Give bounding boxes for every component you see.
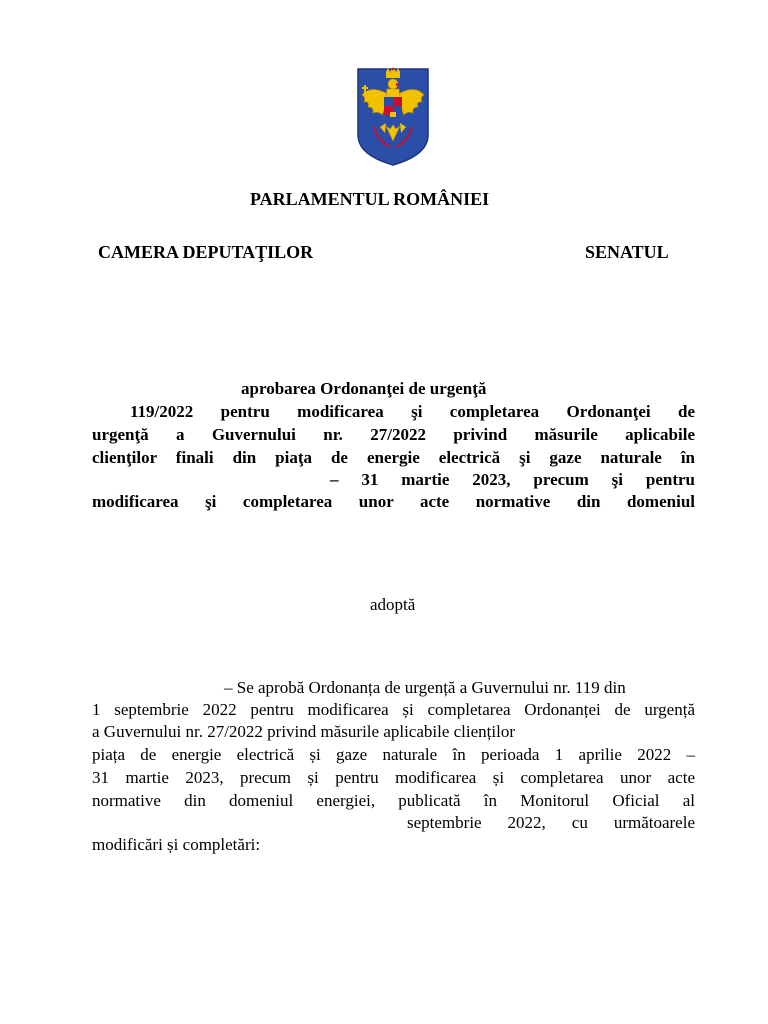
coat-of-arms-icon [356, 67, 430, 167]
article-text-line: a Guvernului nr. 27/2022 privind măsurile aplicabile clienților [92, 722, 516, 741]
law-title-line: modificarea şi completarea unor acte normative din domeniul [92, 492, 695, 511]
law-title-line: clienţilor finali din piaţa de energie electrică şi gaze naturale în [92, 448, 695, 467]
article-text-line: 31 martie 2023, precum și pentru modificarea și completarea unor acte [92, 768, 695, 787]
article-text-line: modificări și completări: [92, 835, 261, 854]
article-text-line: – Se aprobă Ordonanța de urgență a Guvernului nr. 119 din [224, 678, 626, 697]
adopts-label: adoptă [370, 595, 416, 614]
law-title-line: urgenţă a Guvernului nr. 27/2022 privind măsurile aplicabile [92, 425, 695, 444]
article-text-line: normative din domeniul energiei, publicată în Monitorul Oficial al [92, 791, 695, 810]
article-text-line: 1 septembrie 2022 pentru modificarea și completarea Ordonanței de urgență [92, 700, 695, 719]
law-title-line: 119/2022 pentru modificarea şi completarea Ordonanţei de [130, 402, 695, 421]
senate-label: SENATUL [585, 242, 669, 262]
law-title-line: aprobarea Ordonanţei de urgenţă [241, 379, 487, 398]
parliament-title: PARLAMENTUL ROMÂNIEI [250, 189, 490, 209]
article-text-line: piața de energie electrică și gaze naturale în perioada 1 aprilie 2022 – [92, 745, 695, 764]
chamber-deputies-label: CAMERA DEPUTAŢILOR [98, 242, 314, 262]
law-title-line: – 31 martie 2023, precum şi pentru [330, 470, 695, 489]
article-text-line: septembrie 2022, cu următoarele [407, 813, 695, 832]
